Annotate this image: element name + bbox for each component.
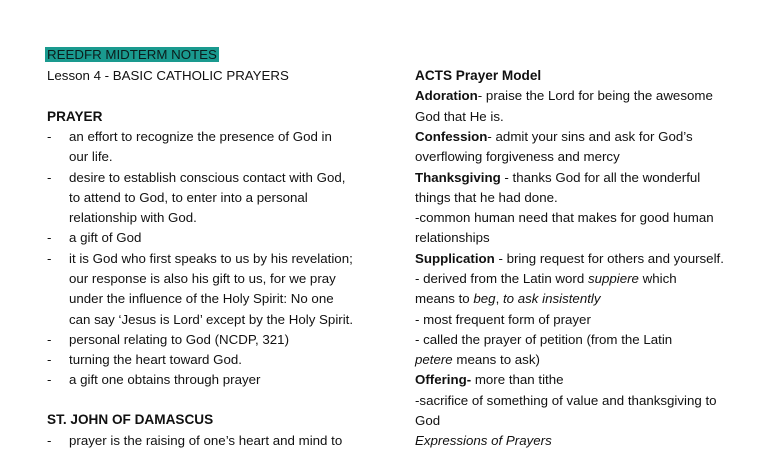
supplication-term: Supplication [415, 251, 495, 266]
thanksgiving-note: -common human need that makes for good human [415, 210, 714, 225]
etymology-text-end: which [638, 271, 677, 286]
adoration-continuation: God that He is. [415, 109, 504, 124]
petere-meaning: means to ask) [452, 352, 540, 367]
bullet-continuation: to attend to God, to enter into a personal [69, 190, 308, 205]
dash-bullet: - [47, 251, 52, 266]
bullet-text: a gift one obtains through prayer [69, 372, 261, 387]
lesson-title: Lesson 4 - BASIC CATHOLIC PRAYERS [47, 68, 289, 83]
meaning-insist: to ask insistently [502, 291, 601, 306]
doc-tag-line [47, 45, 219, 65]
confession-line [415, 127, 693, 147]
bullet-text: an effort to recognize the presence of God in [69, 129, 332, 144]
bullet-continuation: can say ‘Jesus is Lord’ except by the Holy Spirit. [69, 312, 354, 327]
meaning-comma: , [495, 291, 503, 306]
supplication-line [415, 249, 724, 269]
supplication-petition: - called the prayer of petition (from the Latin [415, 332, 673, 347]
bullet-text: desire to establish conscious contact with God, [69, 170, 346, 185]
meaning-beg: beg [473, 291, 496, 306]
adoration-term: Adoration [415, 88, 478, 103]
bullet-text: it is God who first speaks to us by his revelation; [69, 251, 353, 266]
dash-bullet: - [47, 170, 52, 185]
bullet-text: prayer is the raising of one’s heart and mind to [69, 433, 343, 448]
etymology-text: - derived from the Latin word [415, 271, 588, 286]
supplication-desc: - bring request for others and yourself. [494, 251, 724, 266]
highlighted-tag: REEDFR MIDTERM NOTES [47, 47, 217, 62]
acts-heading: ACTS Prayer Model [415, 68, 542, 83]
supplication-meaning [415, 289, 601, 309]
offering-note-continuation: God [415, 413, 441, 428]
confession-desc: - admit your sins and ask for God’s [487, 129, 693, 144]
bullet-continuation: relationship with God. [69, 210, 197, 225]
dash-bullet: - [47, 332, 52, 347]
thanksgiving-desc: - thanks God for all the wonderful [500, 170, 701, 185]
expressions-heading [415, 431, 552, 451]
offering-note: -sacrifice of something of value and thanksgiving to [415, 393, 717, 408]
adoration-line [415, 86, 713, 106]
offering-line [415, 370, 564, 390]
supplication-etymology [415, 269, 677, 289]
dash-bullet: - [47, 230, 52, 245]
bullet-text: turning the heart toward God. [69, 352, 242, 367]
latin-petere: petere [415, 352, 453, 367]
thanksgiving-continuation: things that he had done. [415, 190, 558, 205]
bullet-text: personal relating to God (NCDP, 321) [69, 332, 290, 347]
damascus-heading: ST. JOHN OF DAMASCUS [47, 412, 214, 427]
dash-bullet: - [47, 352, 52, 367]
bullet-text: a gift of God [69, 230, 142, 245]
thanksgiving-term: Thanksgiving [415, 170, 501, 185]
supplication-petere [415, 350, 540, 370]
latin-word: suppiere [587, 271, 639, 286]
dash-bullet: - [47, 433, 52, 448]
supplication-note: - most frequent form of prayer [415, 312, 591, 327]
confession-term: Confession [415, 129, 488, 144]
prayer-heading: PRAYER [47, 109, 103, 124]
meaning-text: means to [415, 291, 474, 306]
dash-bullet: - [47, 129, 52, 144]
offering-term: Offering- [415, 372, 472, 387]
dash-bullet: - [47, 372, 52, 387]
confession-continuation: overflowing forgiveness and mercy [415, 149, 620, 164]
offering-desc: more than tithe [471, 372, 564, 387]
bullet-continuation: our life. [69, 149, 113, 164]
thanksgiving-note-continuation: relationships [415, 230, 490, 245]
thanksgiving-line [415, 168, 700, 188]
expressions-text: Expressions of Prayers [415, 433, 552, 448]
bullet-continuation: under the influence of the Holy Spirit: No one [69, 291, 334, 306]
adoration-desc: - praise the Lord for being the awesome [477, 88, 713, 103]
bullet-continuation: our response is also his gift to us, for we pray [69, 271, 336, 286]
